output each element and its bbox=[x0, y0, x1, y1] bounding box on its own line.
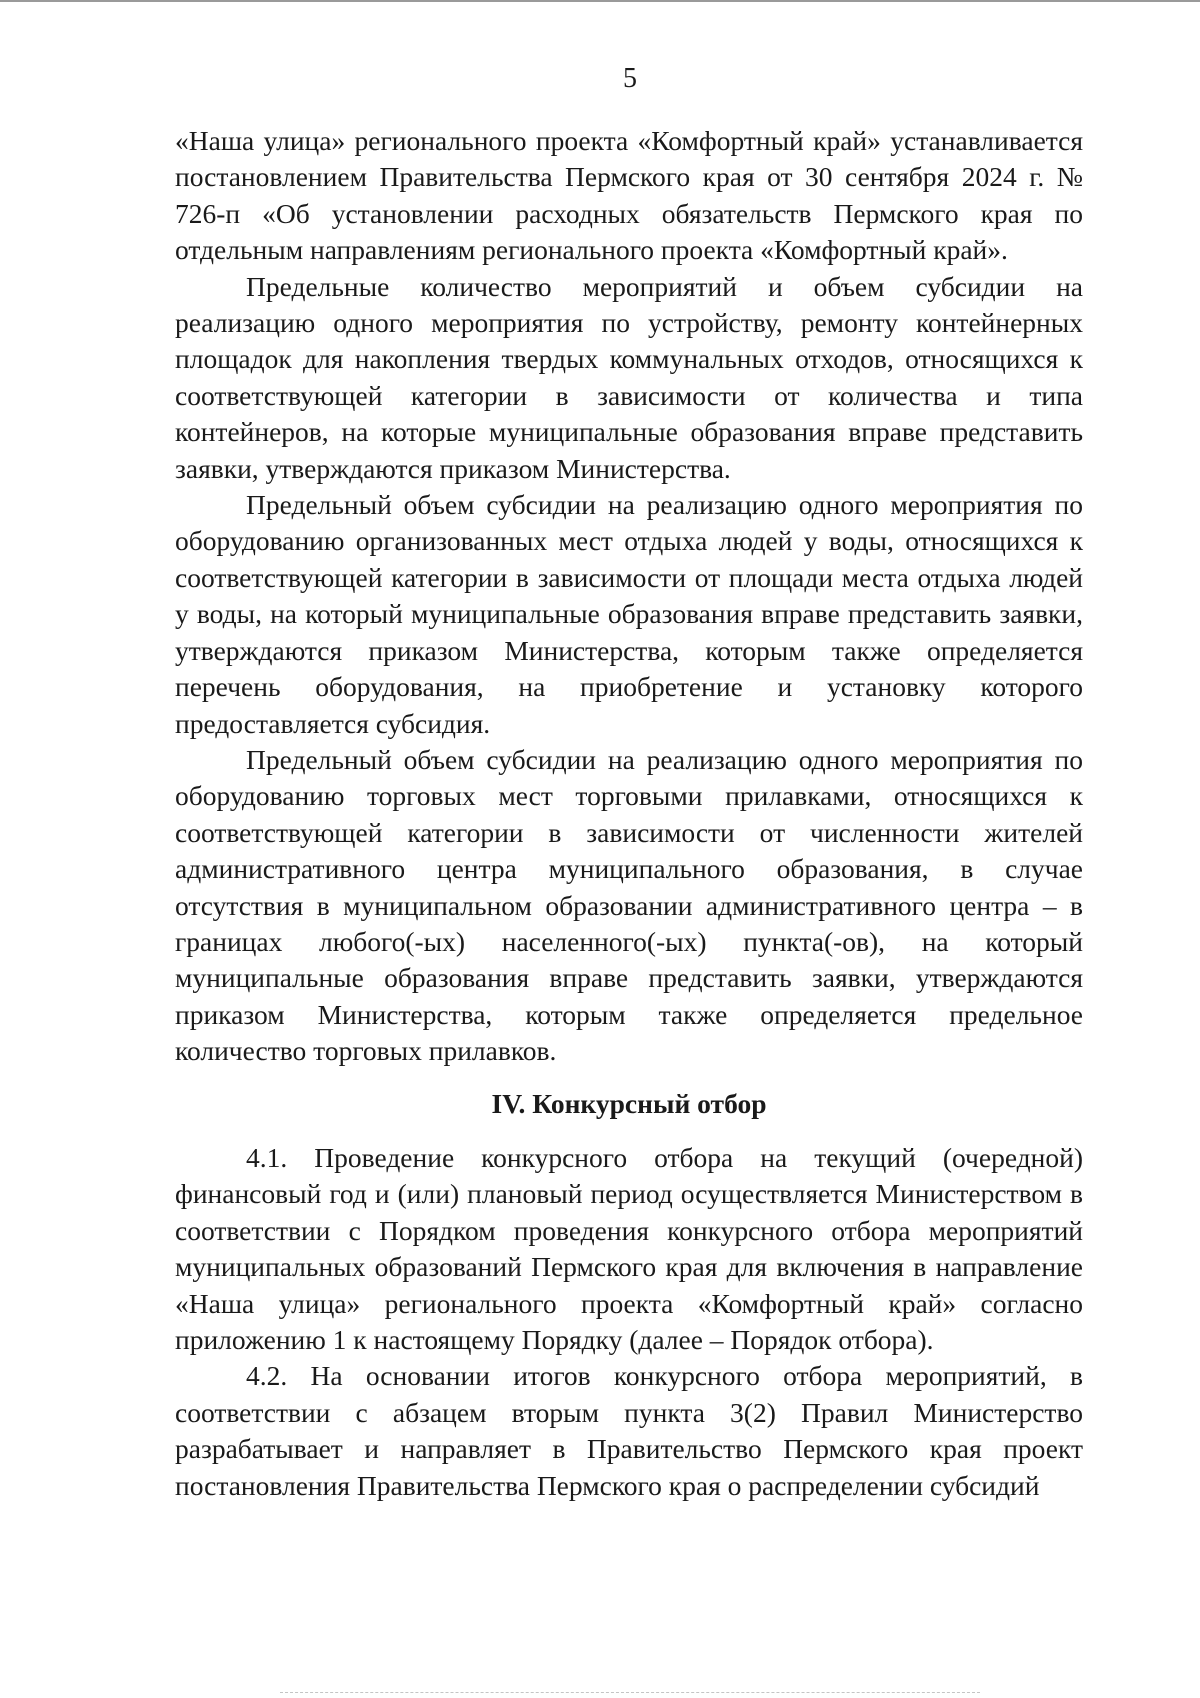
paragraph-water-rest-places-limit: Предельный объем субсидии на реализацию одного мероприятия по оборудованию организованных мест отдыха людей у воды, относящихся к соответствующей категории в зависимости от площади места отдыха людей у воды, на который муниципальные образования вправе представить заявки, утверждаются приказом Министерства, которым также определяется перечень оборудования, на приобретение и установку которого предоставляется субсидия. bbox=[175, 489, 1083, 739]
scan-top-edge bbox=[0, 0, 1200, 2]
clause-4-1: 4.1. Проведение конкурсного отбора на текущий (очередной) финансовый год и (или) плановый период осуществляется Министерством в соответствии с Порядком проведения конкурсного отбора мероприятий муниципальных образований Пермского края для включения в направление «Наша улица» регионального проекта «Комфортный край» согласно приложению 1 к настоящему Порядку (далее – Порядок отбора). bbox=[175, 1141, 1083, 1355]
paragraph-continuation: «Наша улица» регионального проекта «Комфортный край» устанавливается постановлением Правительства Пермского края от 30 сентября 2024 г. № 726-п «Об установлении расходных обязательств Пермского края по отдельным направлениям регионального проекта «Комфортный край». bbox=[175, 125, 1083, 266]
paragraph-container-sites-limit: Предельные количество мероприятий и объем субсидии на реализацию одного мероприятия по устройству, ремонту контейнерных площадок для накопления твердых коммунальных отходов, относящихся к соответствующей категории в зависимости от количества и типа контейнеров, на которые муниципальные образования вправе представить заявки, утверждаются приказом Министерства. bbox=[175, 270, 1083, 484]
document-body bbox=[175, 123, 1083, 1504]
clause-4-2: 4.2. На основании итогов конкурсного отбора мероприятий, в соответствии с абзацем вторым пункта 3(2) Правил Министерство разрабатывает и направляет в Правительство Пермского края проект постановления Правительства Пермского края о распределении субсидий bbox=[175, 1360, 1083, 1501]
section-heading: IV. Конкурсный отбор bbox=[491, 1087, 767, 1119]
scan-bottom-edge bbox=[280, 1692, 980, 1694]
page-number: 5 bbox=[623, 63, 637, 94]
paragraph-trade-counters-limit: Предельный объем субсидии на реализацию одного мероприятия по оборудованию торговых мест торговыми прилавками, относящихся к соответствующей категории в зависимости от численности жителей административного центра муниципального образования, в случае отсутствия в муниципальном образовании административного центра – в границах любого(-ых) населенного(-ых) пункта(-ов), на который муниципальные образования вправе представить заявки, утверждаются приказом Министерства, которым также определяется предельное количество торговых прилавков. bbox=[175, 743, 1083, 1067]
